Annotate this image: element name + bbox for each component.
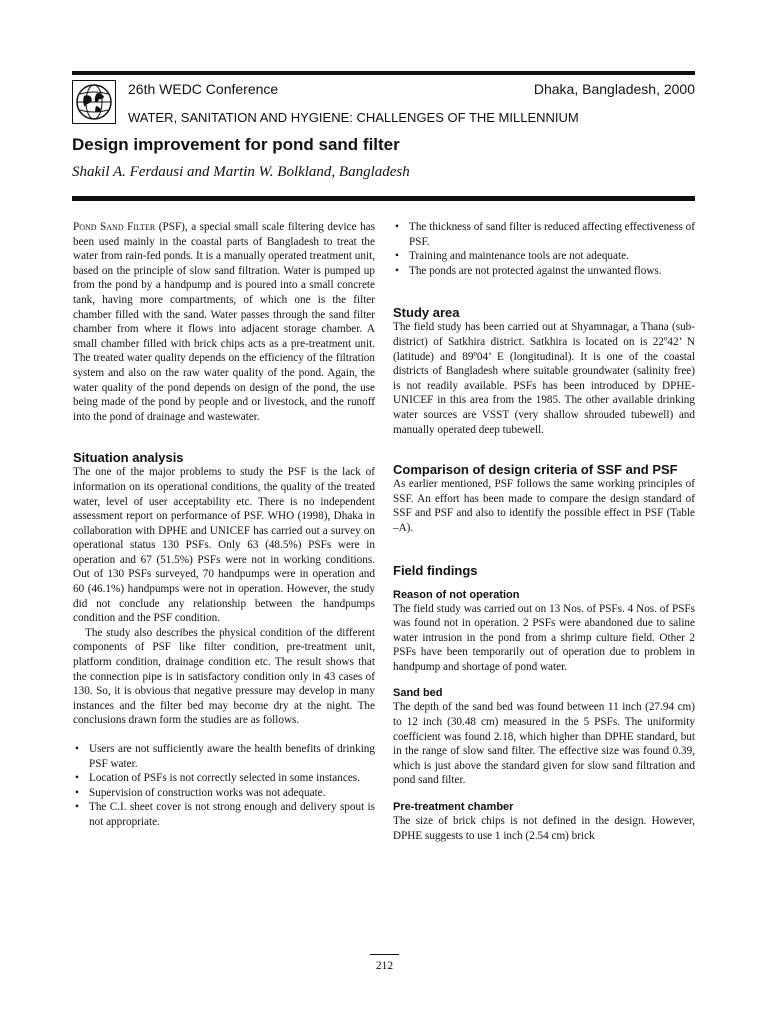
situation-paragraph-1: The one of the major problems to study the PSF is the lack of information on its operational conditions, the quality of the treated water, level of user acceptability etc. There is no independent assessment report on performance of PSF. WHO (1998), Dhaka in collaboration with DPHE and UNICEF has carried out a survey on operational status 130 PSFs. Only 63 (48.5%) PSFs were in operation and 67 (51.5%) PSFs were not in working conditions. Out of 130 PSFs surveyed, 70 handpumps were in operation and 60 (46.1%) handpumps were not in operation. However, the study did not conclude any relationship between the handpumps condition and the PSF condition.: [73, 466, 375, 625]
list-item: • Location of PSFs is not correctly selected in some instances.: [73, 771, 375, 786]
conference-theme: WATER, SANITATION AND HYGIENE: CHALLENGES OF THE MILLENNIUM: [128, 110, 579, 125]
reason-heading: Reason of not operation: [393, 588, 520, 601]
list-item: • Users are not sufficiently aware the health benefits of drinking PSF water.: [73, 742, 375, 771]
conclusions-list-continued: [393, 220, 695, 278]
pretreatment-paragraph: The size of brick chips is not defined in the design. However, DPHE suggests to use 1 inch (2.54 cm) brick: [393, 815, 695, 842]
list-item: • The thickness of sand filter is reduced affecting effectiveness of PSF.: [393, 220, 695, 249]
field-findings-heading: Field findings: [393, 562, 478, 578]
footer-rule: [370, 954, 399, 955]
intro-lead: Pond Sand Filter: [73, 221, 156, 233]
pretreatment-heading: Pre-treatment chamber: [393, 801, 514, 814]
page-number: 212: [375, 960, 394, 972]
list-item: • Training and maintenance tools are not adequate.: [393, 249, 695, 264]
comparison-heading: Comparison of design criteria of SSF and PSF: [393, 462, 678, 478]
conference-name: 26th WEDC Conference: [128, 81, 279, 97]
conference-location: Dhaka, Bangladesh, 2000: [533, 81, 695, 97]
intro-paragraph: [73, 220, 375, 424]
paper-authors: Shakil A. Ferdausi and Martin W. Bolkland, Bangladesh: [72, 164, 410, 180]
list-item: • The ponds are not protected against the unwanted flows.: [393, 264, 695, 279]
comparison-paragraph: As earlier mentioned, PSF follows the same working principles of SSF. An effort has been made to compare the design standard of SSF and PSF and also to identify the possible effect in PSF (Table –A).: [393, 478, 695, 534]
paper-title: Design improvement for pond sand filter: [72, 135, 400, 154]
reason-paragraph: The field study was carried out on 13 Nos. of PSFs. 4 Nos. of PSFs was found not in operation. 2 PSFs were abandoned due to saline water intrusion in the pond from a shrimp culture field. Other 2 PSFs have been temporarily out of operation due to problem in handpump and shortage of pond water.: [393, 602, 695, 673]
list-item: • The C.I. sheet cover is not strong enough and delivery spout is not appropriate.: [73, 800, 375, 829]
intro-text: (PSF), a special small scale filtering device has been used mainly in the coastal parts of Bangladesh to treat the water from rain-fed ponds. It is a manually operated treatment unit, based on the principle of slow sand filtration. Water is pumped up from the pond by a handpump and is poured into a small concrete tank, having more compartments, of which one is the filter chamber filled with the sand. Water passes through the sand filter chamber from where it flows into adjacent storage chamber. A small chamber filled with brick chips acts as a pre-treatment unit. The treated water quality depends on the efficiency of the filtration system and also on the raw water quality of the pond. Again, the water quality of the pond depends on design of the pond, the use being made of the pond by people and or livestock, and the runoff into the pond of drainage and wastewater.: [73, 221, 375, 423]
globe-emblem-icon: [72, 80, 116, 124]
situation-paragraph-2: The study also describes the physical condition of the different components of PSF like filter condition, pre-treatment unit, platform condition, drainage condition etc. The result shows that the connection pipe is in satisfactory condition only in 43 cases of 130. So, it is obvious that negative pressure may develop in many instances and the filter bed may become dry at the night. The conclusions drawn form the studies are as follows.: [73, 626, 375, 727]
list-item: • Supervision of construction works was not adequate.: [73, 786, 375, 801]
header-top-rule: [72, 71, 695, 75]
study-area-heading: Study area: [393, 305, 460, 321]
right-column: [393, 220, 695, 843]
header-bottom-rule: [72, 196, 695, 201]
left-column: [73, 220, 375, 830]
study-area-paragraph: The field study has been carried out at Shyamnagar, a Thana (sub-district) of Satkhira district. Satkhira is located on is 22º42’ N (latitude) and 89º04’ E (longitudinal). It is one of the coastal districts of Bangladesh where suitable groundwater (salinity free) is not readily available. PSFs has been introduced by DPHE-UNICEF in this area from the 1985. The other available drinking water sources are VSST (very shallow shrouded tubewell) and manually operated deep tubewell.: [393, 321, 695, 436]
sand-bed-heading: Sand bed: [393, 687, 443, 700]
conclusions-list: [73, 742, 375, 830]
situation-heading: Situation analysis: [73, 450, 184, 466]
sand-bed-paragraph: The depth of the sand bed was found between 11 inch (27.94 cm) to 12 inch (30.48 cm) measured in the 5 PSFs. The uniformity coefficient was found 2.18, which higher than DPHE standard, but in the range of slow sand filter. The effective size was found 0.39, which is just above the standard given for slow sand filtration and pond sand filter.: [393, 701, 695, 787]
